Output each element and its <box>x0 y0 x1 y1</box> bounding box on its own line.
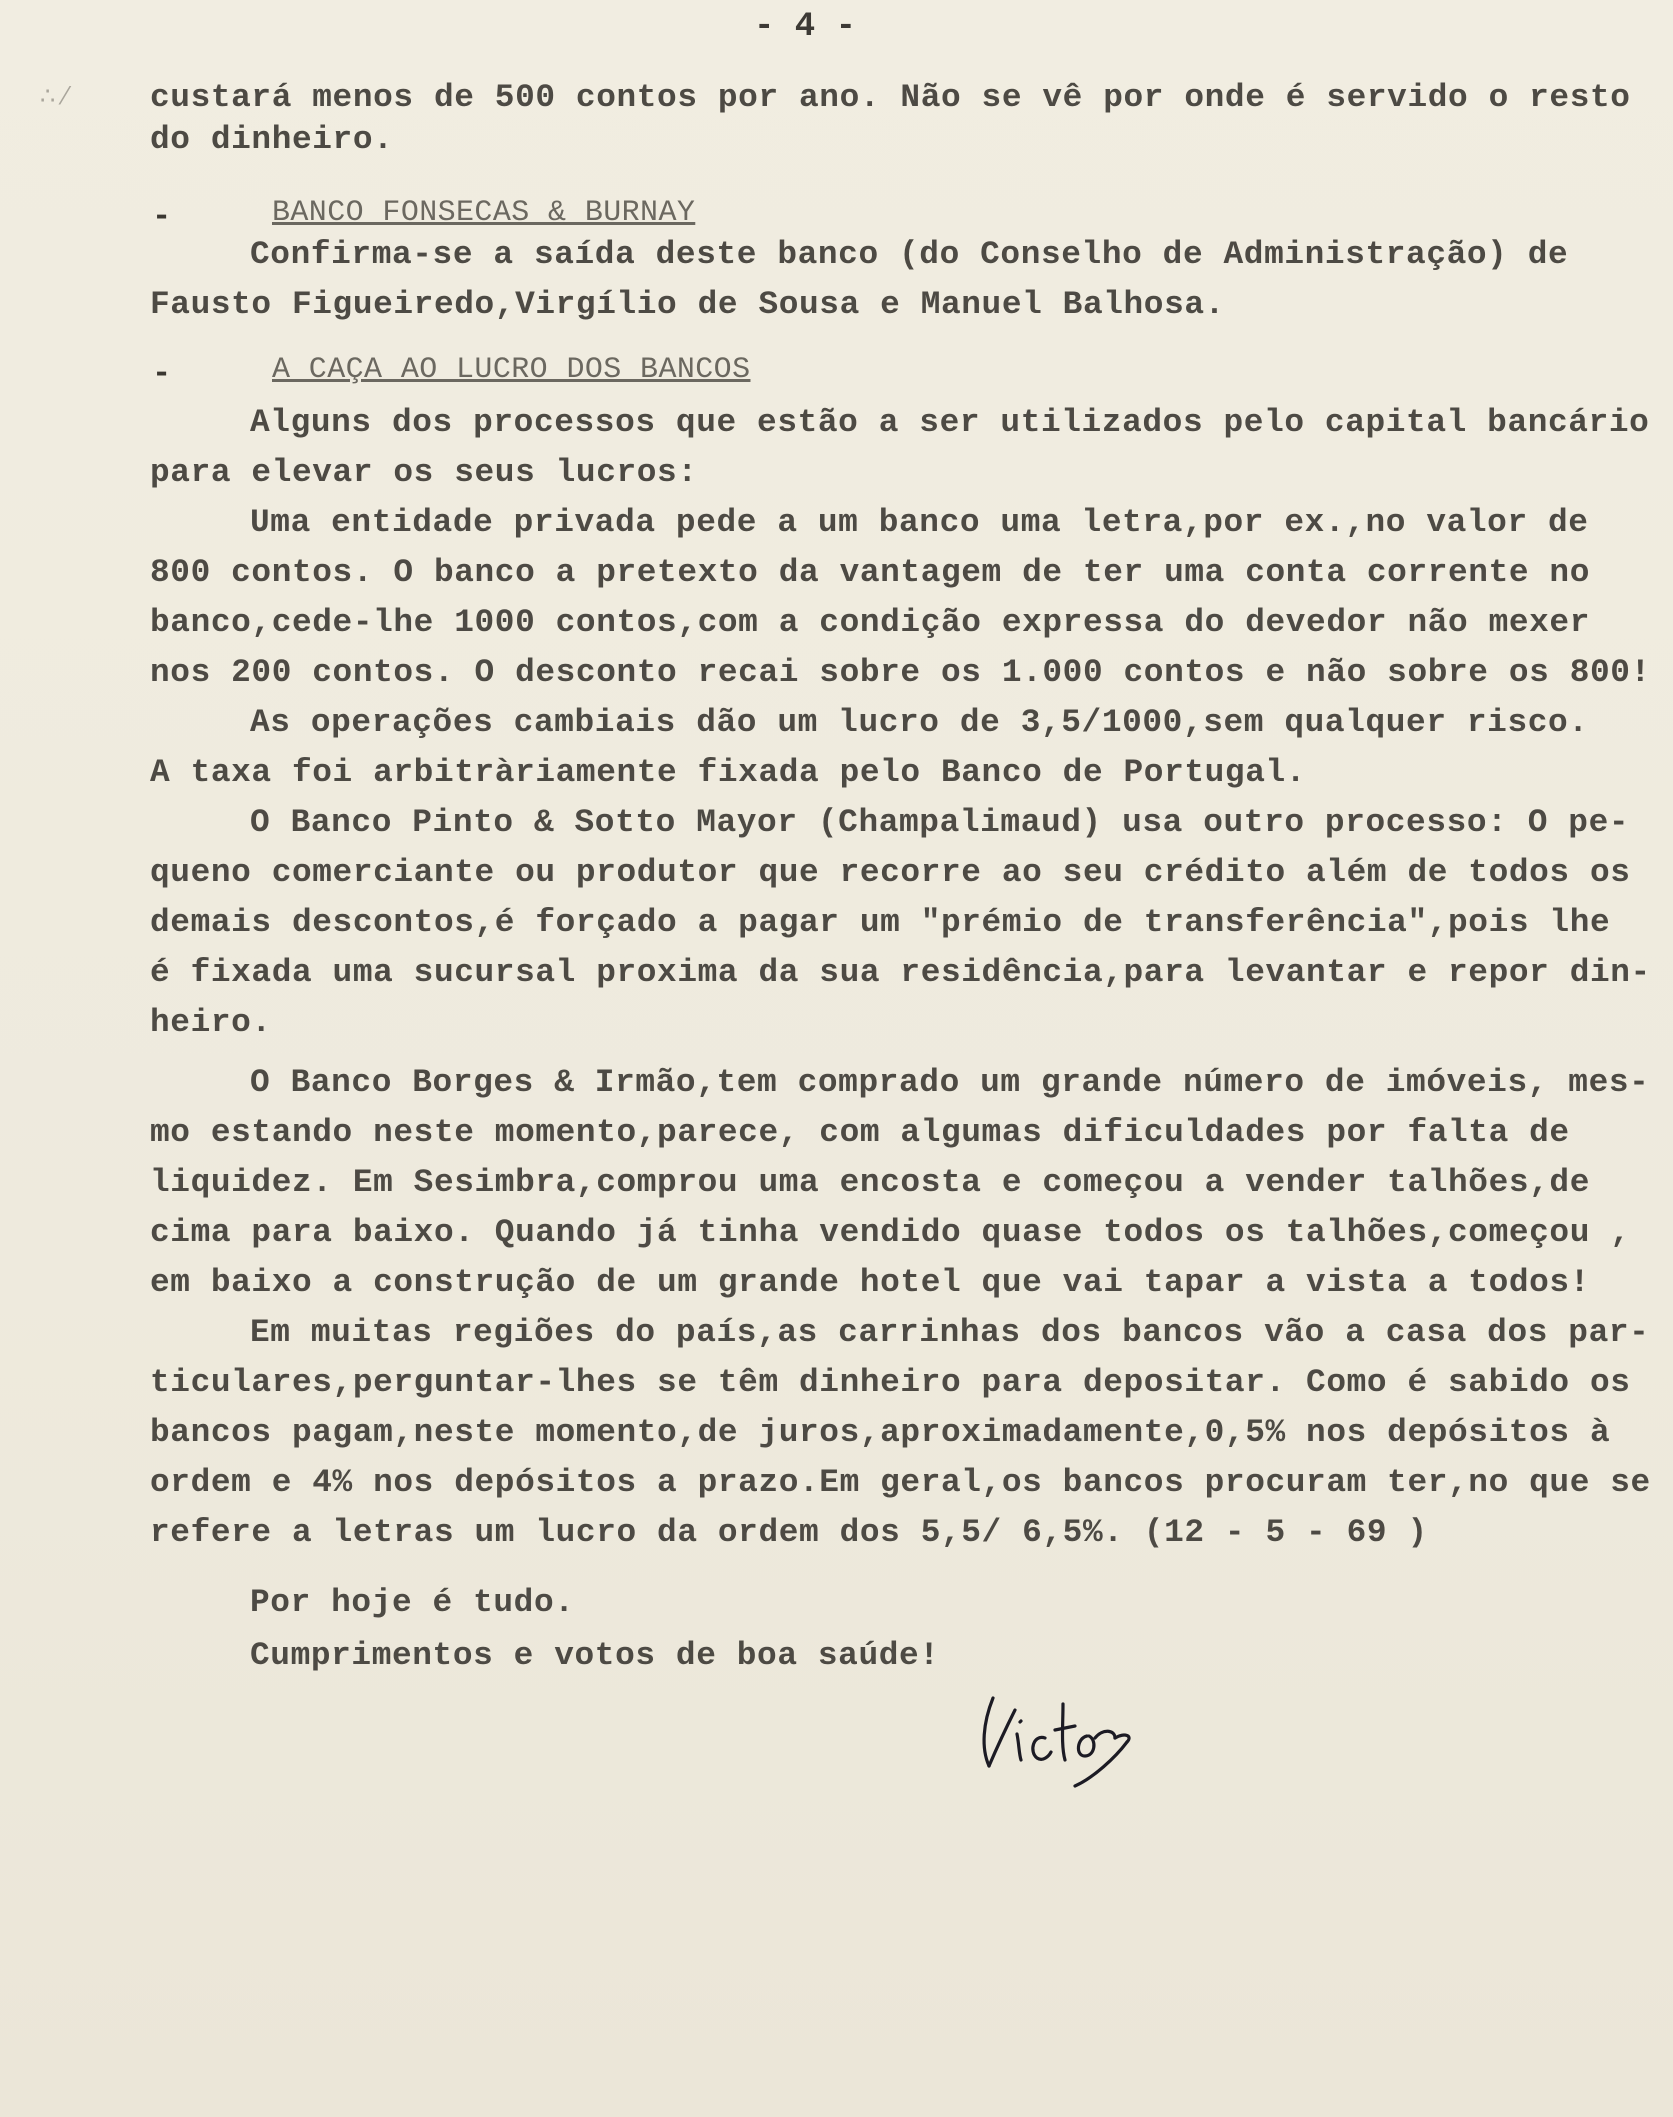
section2-line: Uma entidade privada pede a um banco uma letra,por ex.,no valor de <box>250 504 1589 541</box>
section-dash: - <box>152 355 172 392</box>
section2-line: refere a letras um lucro da ordem dos 5,5/ 6,5%. (12 - 5 - 69 ) <box>150 1514 1428 1551</box>
signature-mark <box>975 1668 1145 1788</box>
section2-line: banco,cede-lhe 1000 contos,com a condição expressa do devedor não mexer <box>150 604 1590 641</box>
section-heading-banco-fonsecas: BANCO FONSECAS & BURNAY <box>272 196 696 230</box>
section2-line: nos 200 contos. O desconto recai sobre os 1.000 contos e não sobre os 800! <box>150 654 1651 691</box>
closing-line: Cumprimentos e votos de boa saúde! <box>250 1637 940 1674</box>
page-number: - 4 - <box>753 8 857 46</box>
section1-line: Fausto Figueiredo,Virgílio de Sousa e Manuel Balhosa. <box>150 286 1225 323</box>
section2-line: heiro. <box>150 1004 272 1041</box>
section2-line: Em muitas regiões do país,as carrinhas dos bancos vão a casa dos par- <box>250 1314 1650 1351</box>
section2-line: O Banco Borges & Irmão,tem comprado um grande número de imóveis, mes- <box>250 1064 1650 1101</box>
section2-line: é fixada uma sucursal proxima da sua residência,para levantar e repor din- <box>150 954 1651 991</box>
intro-line: custará menos de 500 contos por ano. Não se vê por onde é servido o resto <box>150 79 1631 116</box>
section2-line: O Banco Pinto & Sotto Mayor (Champalimaud) usa outro processo: O pe- <box>250 804 1630 841</box>
signature <box>975 1668 1145 1788</box>
section2-line: queno comerciante ou produtor que recorre ao seu crédito além de todos os <box>150 854 1631 891</box>
intro-line: do dinheiro. <box>150 121 394 158</box>
section2-line: demais descontos,é forçado a pagar um "prémio de transferência",pois lhe <box>150 904 1611 941</box>
closing-line: Por hoje é tudo. <box>250 1584 575 1621</box>
section2-line: cima para baixo. Quando já tinha vendido quase todos os talhões,começou , <box>150 1214 1631 1251</box>
section2-line: As operações cambiais dão um lucro de 3,5/1000,sem qualquer risco. <box>250 704 1589 741</box>
section2-line: para elevar os seus lucros: <box>150 454 698 491</box>
section2-line: 800 contos. O banco a pretexto da vantagem de ter uma conta corrente no <box>150 554 1590 591</box>
section-dash: - <box>152 198 172 235</box>
section2-line: ordem e 4% nos depósitos a prazo.Em geral,os bancos procuram ter,no que se <box>150 1464 1651 1501</box>
section1-line: Confirma-se a saída deste banco (do Conselho de Administração) de <box>250 236 1569 273</box>
section2-line: mo estando neste momento,parece, com algumas dificuldades por falta de <box>150 1114 1570 1151</box>
section2-line: Alguns dos processos que estão a ser utilizados pelo capital bancário <box>250 404 1650 441</box>
section-heading-caca-ao-lucro: A CAÇA AO LUCRO DOS BANCOS <box>272 353 751 387</box>
section2-line: A taxa foi arbitràriamente fixada pelo Banco de Portugal. <box>150 754 1307 791</box>
margin-mark: ∴ ⁄ <box>40 82 67 110</box>
section2-line: liquidez. Em Sesimbra,comprou uma encosta e começou a vender talhões,de <box>150 1164 1590 1201</box>
section2-line: ticulares,perguntar-lhes se têm dinheiro para depositar. Como é sabido os <box>150 1364 1631 1401</box>
section2-line: bancos pagam,neste momento,de juros,aproximadamente,0,5% nos depósitos à <box>150 1414 1611 1451</box>
section2-line: em baixo a construção de um grande hotel que vai tapar a vista a todos! <box>150 1264 1590 1301</box>
